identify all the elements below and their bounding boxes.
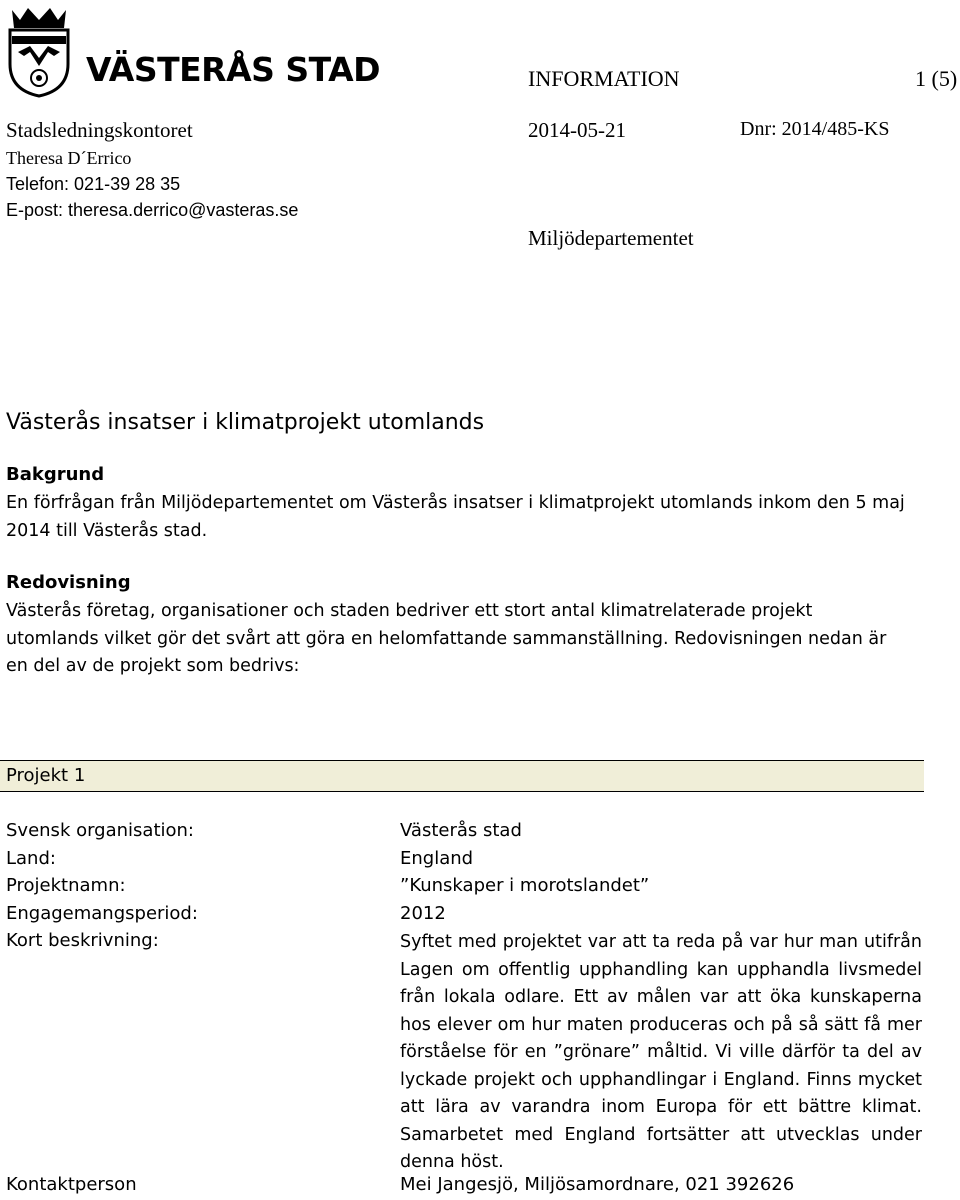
section-heading-redovisning: Redovisning [6,572,131,593]
contact-email: E-post: theresa.derrico@vasteras.se [6,200,299,220]
section-text-redovisning: Västerås företag, organisationer och staden bedriver ett stort antal klimatrelaterade projekt utomlands vilket gör det svårt att göra en helomfattande sammanställning. Redovisningen nedan är en del av de projekt som bedrivs: [6,601,887,676]
recipient: Miljödepartementet [528,226,694,250]
page-number: 1 (5) [915,66,958,91]
contact-person-value: Mei Jangesjö, Miljösamordnare, 021 392626 [400,1174,795,1195]
contact-name: Theresa D´Errico [6,148,132,168]
project-description: Syftet med projektet var att ta reda på var hur man utifrån Lagen om offentlig upphandling kan upphandla livsmedel från lokala odlare. Ett av målen var att öka kunskaperna hos elever om hur maten produceras och på så sätt få mer förståelse för en ”grönare” måltid. Vi ville därför ta del av lyckade projekt och upphandlingar i England. Finns mycket att lära av varandra inom Europa för ett bättre klimat. Samarbetet med England fortsätter att utvecklas under denna höst. [400,932,922,1172]
project-title: Projekt 1 [6,765,86,786]
field-value: ”Kunskaper i morotslandet” [400,875,650,896]
field-value: England [400,848,474,869]
document-type: INFORMATION [528,66,680,91]
contact-person-label: Kontaktperson [6,1174,137,1195]
field-label: Projektnamn: [6,875,126,896]
diary-number: Dnr: 2014/485-KS [740,118,890,140]
field-value: Västerås stad [400,820,522,841]
coat-of-arms-icon [6,6,72,98]
document-date: 2014-05-21 [528,118,626,142]
project-header-bar [0,760,924,792]
field-value: 2012 [400,903,446,924]
department-name: Stadsledningskontoret [6,118,193,142]
section-text-bakgrund: En förfrågan från Miljödepartementet om Västerås insatser i klimatprojekt utomlands inkom den 5 maj 2014 till Västerås stad. [6,493,905,541]
logo-wordmark: VÄSTERÅS STAD [86,50,381,89]
field-label: Svensk organisation: [6,820,194,841]
field-label: Land: [6,848,56,869]
section-heading-bakgrund: Bakgrund [6,464,105,485]
document-title: Västerås insatser i klimatprojekt utomlands [6,410,485,435]
field-label: Kort beskrivning: [6,930,159,951]
field-label: Engagemangsperiod: [6,903,198,924]
contact-phone: Telefon: 021-39 28 35 [6,174,181,194]
vasteras-logo [6,6,381,98]
